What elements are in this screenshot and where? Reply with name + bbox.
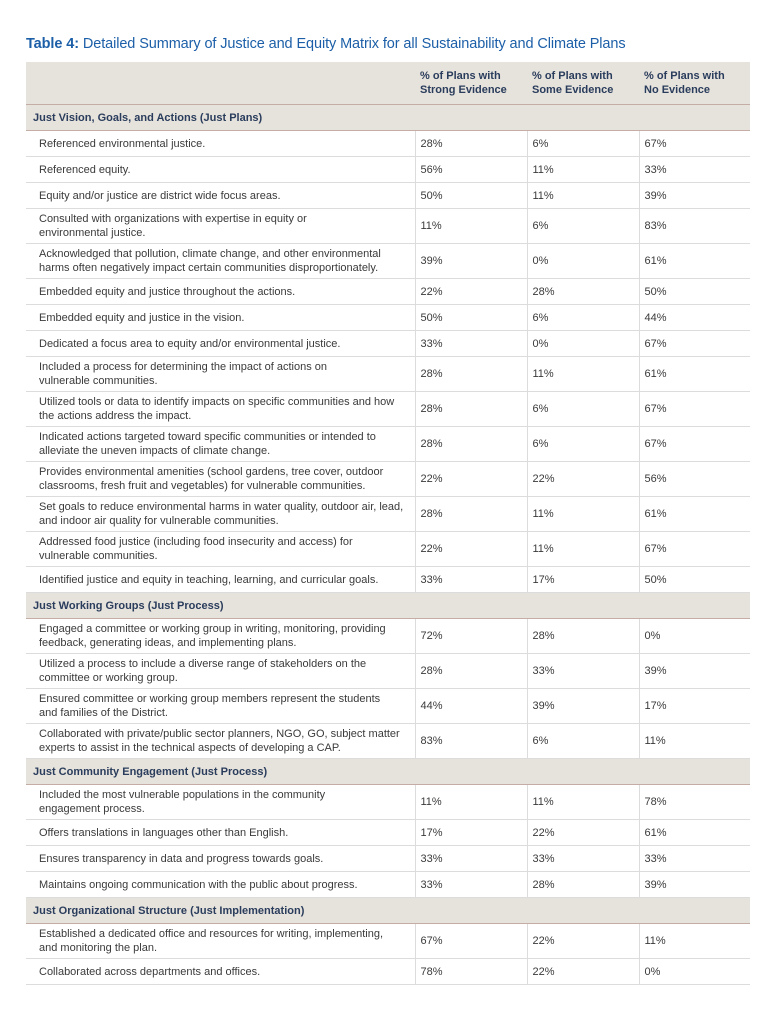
criterion-text: Equity and/or justice are district wide focus areas. <box>39 189 281 202</box>
criterion-cell <box>26 724 415 759</box>
no-evidence-cell: 11% <box>639 924 750 959</box>
some-evidence-cell: 39% <box>527 689 639 724</box>
criterion-text: Referenced equity. <box>39 163 131 176</box>
table-row <box>26 305 750 331</box>
no-evidence-cell: 61% <box>639 820 750 846</box>
criterion-cell <box>26 785 415 820</box>
criterion-text: alleviate the uneven impacts of climate change. <box>39 445 271 457</box>
no-evidence-cell: 61% <box>639 357 750 392</box>
section-header-row <box>26 759 750 785</box>
some-evidence-cell: 33% <box>527 846 639 872</box>
strong-evidence-cell: 50% <box>415 305 527 331</box>
criterion-cell <box>26 462 415 497</box>
some-evidence-cell: 6% <box>527 427 639 462</box>
table-row <box>26 427 750 462</box>
some-evidence-cell: 11% <box>527 357 639 392</box>
criterion-text: and families of the District. <box>39 707 168 719</box>
criterion-cell <box>26 654 415 689</box>
strong-evidence-cell: 28% <box>415 427 527 462</box>
section-header-row <box>26 898 750 924</box>
header-none-line2: No Evidence <box>644 84 711 96</box>
some-evidence-cell: 28% <box>527 279 639 305</box>
no-evidence-cell: 39% <box>639 654 750 689</box>
strong-evidence-cell: 56% <box>415 157 527 183</box>
table-row <box>26 497 750 532</box>
strong-evidence-cell: 22% <box>415 532 527 567</box>
criterion-text: and monitoring the plan. <box>39 942 158 954</box>
table-row <box>26 157 750 183</box>
criterion-cell <box>26 959 415 985</box>
table-row <box>26 357 750 392</box>
criterion-text: experts to assist in the technical aspects of developing a CAP. <box>39 742 341 754</box>
table-row <box>26 689 750 724</box>
some-evidence-cell: 11% <box>527 497 639 532</box>
table-row <box>26 392 750 427</box>
header-strong-evidence <box>415 62 527 105</box>
no-evidence-cell: 83% <box>639 209 750 244</box>
criterion-text: environmental justice. <box>39 227 146 239</box>
strong-evidence-cell: 44% <box>415 689 527 724</box>
justice-equity-matrix-table <box>26 62 750 985</box>
no-evidence-cell: 39% <box>639 183 750 209</box>
no-evidence-cell: 50% <box>639 279 750 305</box>
criterion-cell <box>26 689 415 724</box>
criterion-cell <box>26 157 415 183</box>
criterion-text: feedback, generating ideas, and implementing plans. <box>39 637 297 649</box>
criterion-text: and indoor air quality for vulnerable communities. <box>39 515 279 527</box>
no-evidence-cell: 33% <box>639 157 750 183</box>
criterion-text: Included the most vulnerable populations in the community <box>39 789 326 801</box>
table-row <box>26 462 750 497</box>
no-evidence-cell: 0% <box>639 619 750 654</box>
criterion-text: Dedicated a focus area to equity and/or environmental justice. <box>39 337 341 350</box>
criterion-text: classrooms, fresh fruit and vegetables) for vulnerable communities. <box>39 480 366 492</box>
strong-evidence-cell: 28% <box>415 131 527 157</box>
criterion-text: Provides environmental amenities (school gardens, tree cover, outdoor <box>39 466 384 478</box>
criterion-text: vulnerable communities. <box>39 550 158 562</box>
table-row <box>26 654 750 689</box>
section-header-row <box>26 593 750 619</box>
table-row <box>26 244 750 279</box>
some-evidence-cell: 11% <box>527 532 639 567</box>
strong-evidence-cell: 11% <box>415 209 527 244</box>
section-title: Just Working Groups (Just Process) <box>26 593 750 619</box>
some-evidence-cell: 22% <box>527 924 639 959</box>
criterion-cell <box>26 305 415 331</box>
criterion-text: Offers translations in languages other than English. <box>39 826 289 839</box>
some-evidence-cell: 17% <box>527 567 639 593</box>
strong-evidence-cell: 17% <box>415 820 527 846</box>
criterion-cell <box>26 497 415 532</box>
criterion-cell <box>26 244 415 279</box>
criterion-cell <box>26 131 415 157</box>
no-evidence-cell: 61% <box>639 244 750 279</box>
table-header-row <box>26 62 750 105</box>
no-evidence-cell: 39% <box>639 872 750 898</box>
table-row <box>26 724 750 759</box>
criterion-text: Collaborated with private/public sector planners, NGO, GO, subject matter <box>39 728 400 740</box>
some-evidence-cell: 28% <box>527 619 639 654</box>
strong-evidence-cell: 33% <box>415 846 527 872</box>
table-row <box>26 567 750 593</box>
table-row <box>26 532 750 567</box>
table-row <box>26 846 750 872</box>
some-evidence-cell: 28% <box>527 872 639 898</box>
table-row <box>26 331 750 357</box>
criterion-cell <box>26 924 415 959</box>
criterion-cell <box>26 567 415 593</box>
some-evidence-cell: 0% <box>527 244 639 279</box>
criterion-text: Consulted with organizations with expertise in equity or <box>39 213 307 225</box>
criterion-text: Ensures transparency in data and progress towards goals. <box>39 852 324 865</box>
some-evidence-cell: 22% <box>527 820 639 846</box>
no-evidence-cell: 56% <box>639 462 750 497</box>
table-row <box>26 785 750 820</box>
criterion-text: the actions address the impact. <box>39 410 192 422</box>
some-evidence-cell: 6% <box>527 209 639 244</box>
criterion-cell <box>26 820 415 846</box>
table-row <box>26 619 750 654</box>
criterion-text: vulnerable communities. <box>39 375 158 387</box>
strong-evidence-cell: 50% <box>415 183 527 209</box>
criterion-text: Indicated actions targeted toward specific communities or intended to <box>39 431 376 443</box>
some-evidence-cell: 0% <box>527 331 639 357</box>
table-row <box>26 183 750 209</box>
header-description <box>26 62 415 105</box>
criterion-text: Utilized tools or data to identify impacts on specific communities and how <box>39 396 395 408</box>
criterion-text: Embedded equity and justice throughout the actions. <box>39 285 296 298</box>
criterion-text: engagement process. <box>39 803 145 815</box>
strong-evidence-cell: 28% <box>415 654 527 689</box>
criterion-text: Engaged a committee or working group in writing, monitoring, providing <box>39 623 386 635</box>
criterion-cell <box>26 331 415 357</box>
header-no-evidence <box>639 62 750 105</box>
header-some-line1: % of Plans with <box>532 70 613 82</box>
strong-evidence-cell: 28% <box>415 497 527 532</box>
criterion-cell <box>26 183 415 209</box>
strong-evidence-cell: 28% <box>415 357 527 392</box>
header-none-line1: % of Plans with <box>644 70 725 82</box>
criterion-text: Addressed food justice (including food insecurity and access) for <box>39 536 353 548</box>
table-row <box>26 959 750 985</box>
criterion-text: harms often negatively impact certain communities disproportionately. <box>39 262 379 274</box>
some-evidence-cell: 33% <box>527 654 639 689</box>
no-evidence-cell: 0% <box>639 959 750 985</box>
table-title-text: Detailed Summary of Justice and Equity Matrix for all Sustainability and Climate Plans <box>82 36 626 52</box>
no-evidence-cell: 67% <box>639 427 750 462</box>
table-row <box>26 872 750 898</box>
strong-evidence-cell: 67% <box>415 924 527 959</box>
table-title <box>26 36 626 52</box>
criterion-cell <box>26 392 415 427</box>
strong-evidence-cell: 78% <box>415 959 527 985</box>
header-some-evidence <box>527 62 639 105</box>
some-evidence-cell: 22% <box>527 462 639 497</box>
criterion-text: Acknowledged that pollution, climate change, and other environmental <box>39 248 381 260</box>
strong-evidence-cell: 11% <box>415 785 527 820</box>
strong-evidence-cell: 33% <box>415 567 527 593</box>
criterion-text: Maintains ongoing communication with the public about progress. <box>39 878 358 891</box>
criterion-text: Ensured committee or working group members represent the students <box>39 693 381 705</box>
strong-evidence-cell: 28% <box>415 392 527 427</box>
no-evidence-cell: 11% <box>639 724 750 759</box>
some-evidence-cell: 11% <box>527 183 639 209</box>
some-evidence-cell: 11% <box>527 157 639 183</box>
criterion-text: committee or working group. <box>39 672 178 684</box>
some-evidence-cell: 6% <box>527 305 639 331</box>
criterion-cell <box>26 279 415 305</box>
criterion-text: Collaborated across departments and offices. <box>39 965 261 978</box>
criterion-cell <box>26 357 415 392</box>
no-evidence-cell: 67% <box>639 331 750 357</box>
no-evidence-cell: 33% <box>639 846 750 872</box>
some-evidence-cell: 6% <box>527 392 639 427</box>
section-title: Just Organizational Structure (Just Implementation) <box>26 898 750 924</box>
some-evidence-cell: 22% <box>527 959 639 985</box>
table-row <box>26 209 750 244</box>
criterion-text: Utilized a process to include a diverse range of stakeholders on the <box>39 658 367 670</box>
criterion-text: Set goals to reduce environmental harms in water quality, outdoor air, lead, <box>39 501 404 513</box>
no-evidence-cell: 67% <box>639 532 750 567</box>
strong-evidence-cell: 33% <box>415 331 527 357</box>
section-title: Just Vision, Goals, and Actions (Just Plans) <box>26 105 750 131</box>
no-evidence-cell: 17% <box>639 689 750 724</box>
criterion-text: Included a process for determining the impact of actions on <box>39 361 327 373</box>
criterion-cell <box>26 209 415 244</box>
strong-evidence-cell: 33% <box>415 872 527 898</box>
criterion-text: Referenced environmental justice. <box>39 137 206 150</box>
no-evidence-cell: 67% <box>639 392 750 427</box>
criterion-cell <box>26 846 415 872</box>
no-evidence-cell: 78% <box>639 785 750 820</box>
header-some-line2: Some Evidence <box>532 84 614 96</box>
no-evidence-cell: 44% <box>639 305 750 331</box>
criterion-cell <box>26 619 415 654</box>
strong-evidence-cell: 72% <box>415 619 527 654</box>
some-evidence-cell: 6% <box>527 724 639 759</box>
criterion-text: Identified justice and equity in teaching, learning, and curricular goals. <box>39 573 379 586</box>
no-evidence-cell: 50% <box>639 567 750 593</box>
strong-evidence-cell: 39% <box>415 244 527 279</box>
some-evidence-cell: 6% <box>527 131 639 157</box>
criterion-cell <box>26 427 415 462</box>
no-evidence-cell: 61% <box>639 497 750 532</box>
criterion-text: Embedded equity and justice in the vision. <box>39 311 245 324</box>
table-row <box>26 131 750 157</box>
strong-evidence-cell: 22% <box>415 462 527 497</box>
section-title: Just Community Engagement (Just Process) <box>26 759 750 785</box>
criterion-cell <box>26 872 415 898</box>
table-row <box>26 820 750 846</box>
header-strong-line2: Strong Evidence <box>420 84 507 96</box>
header-strong-line1: % of Plans with <box>420 70 501 82</box>
strong-evidence-cell: 83% <box>415 724 527 759</box>
table-body <box>26 105 750 985</box>
table-row <box>26 924 750 959</box>
some-evidence-cell: 11% <box>527 785 639 820</box>
strong-evidence-cell: 22% <box>415 279 527 305</box>
criterion-text: Established a dedicated office and resources for writing, implementing, <box>39 928 384 940</box>
table-row <box>26 279 750 305</box>
table-title-label: Table 4: <box>26 36 79 52</box>
section-header-row <box>26 105 750 131</box>
no-evidence-cell: 67% <box>639 131 750 157</box>
criterion-cell <box>26 532 415 567</box>
